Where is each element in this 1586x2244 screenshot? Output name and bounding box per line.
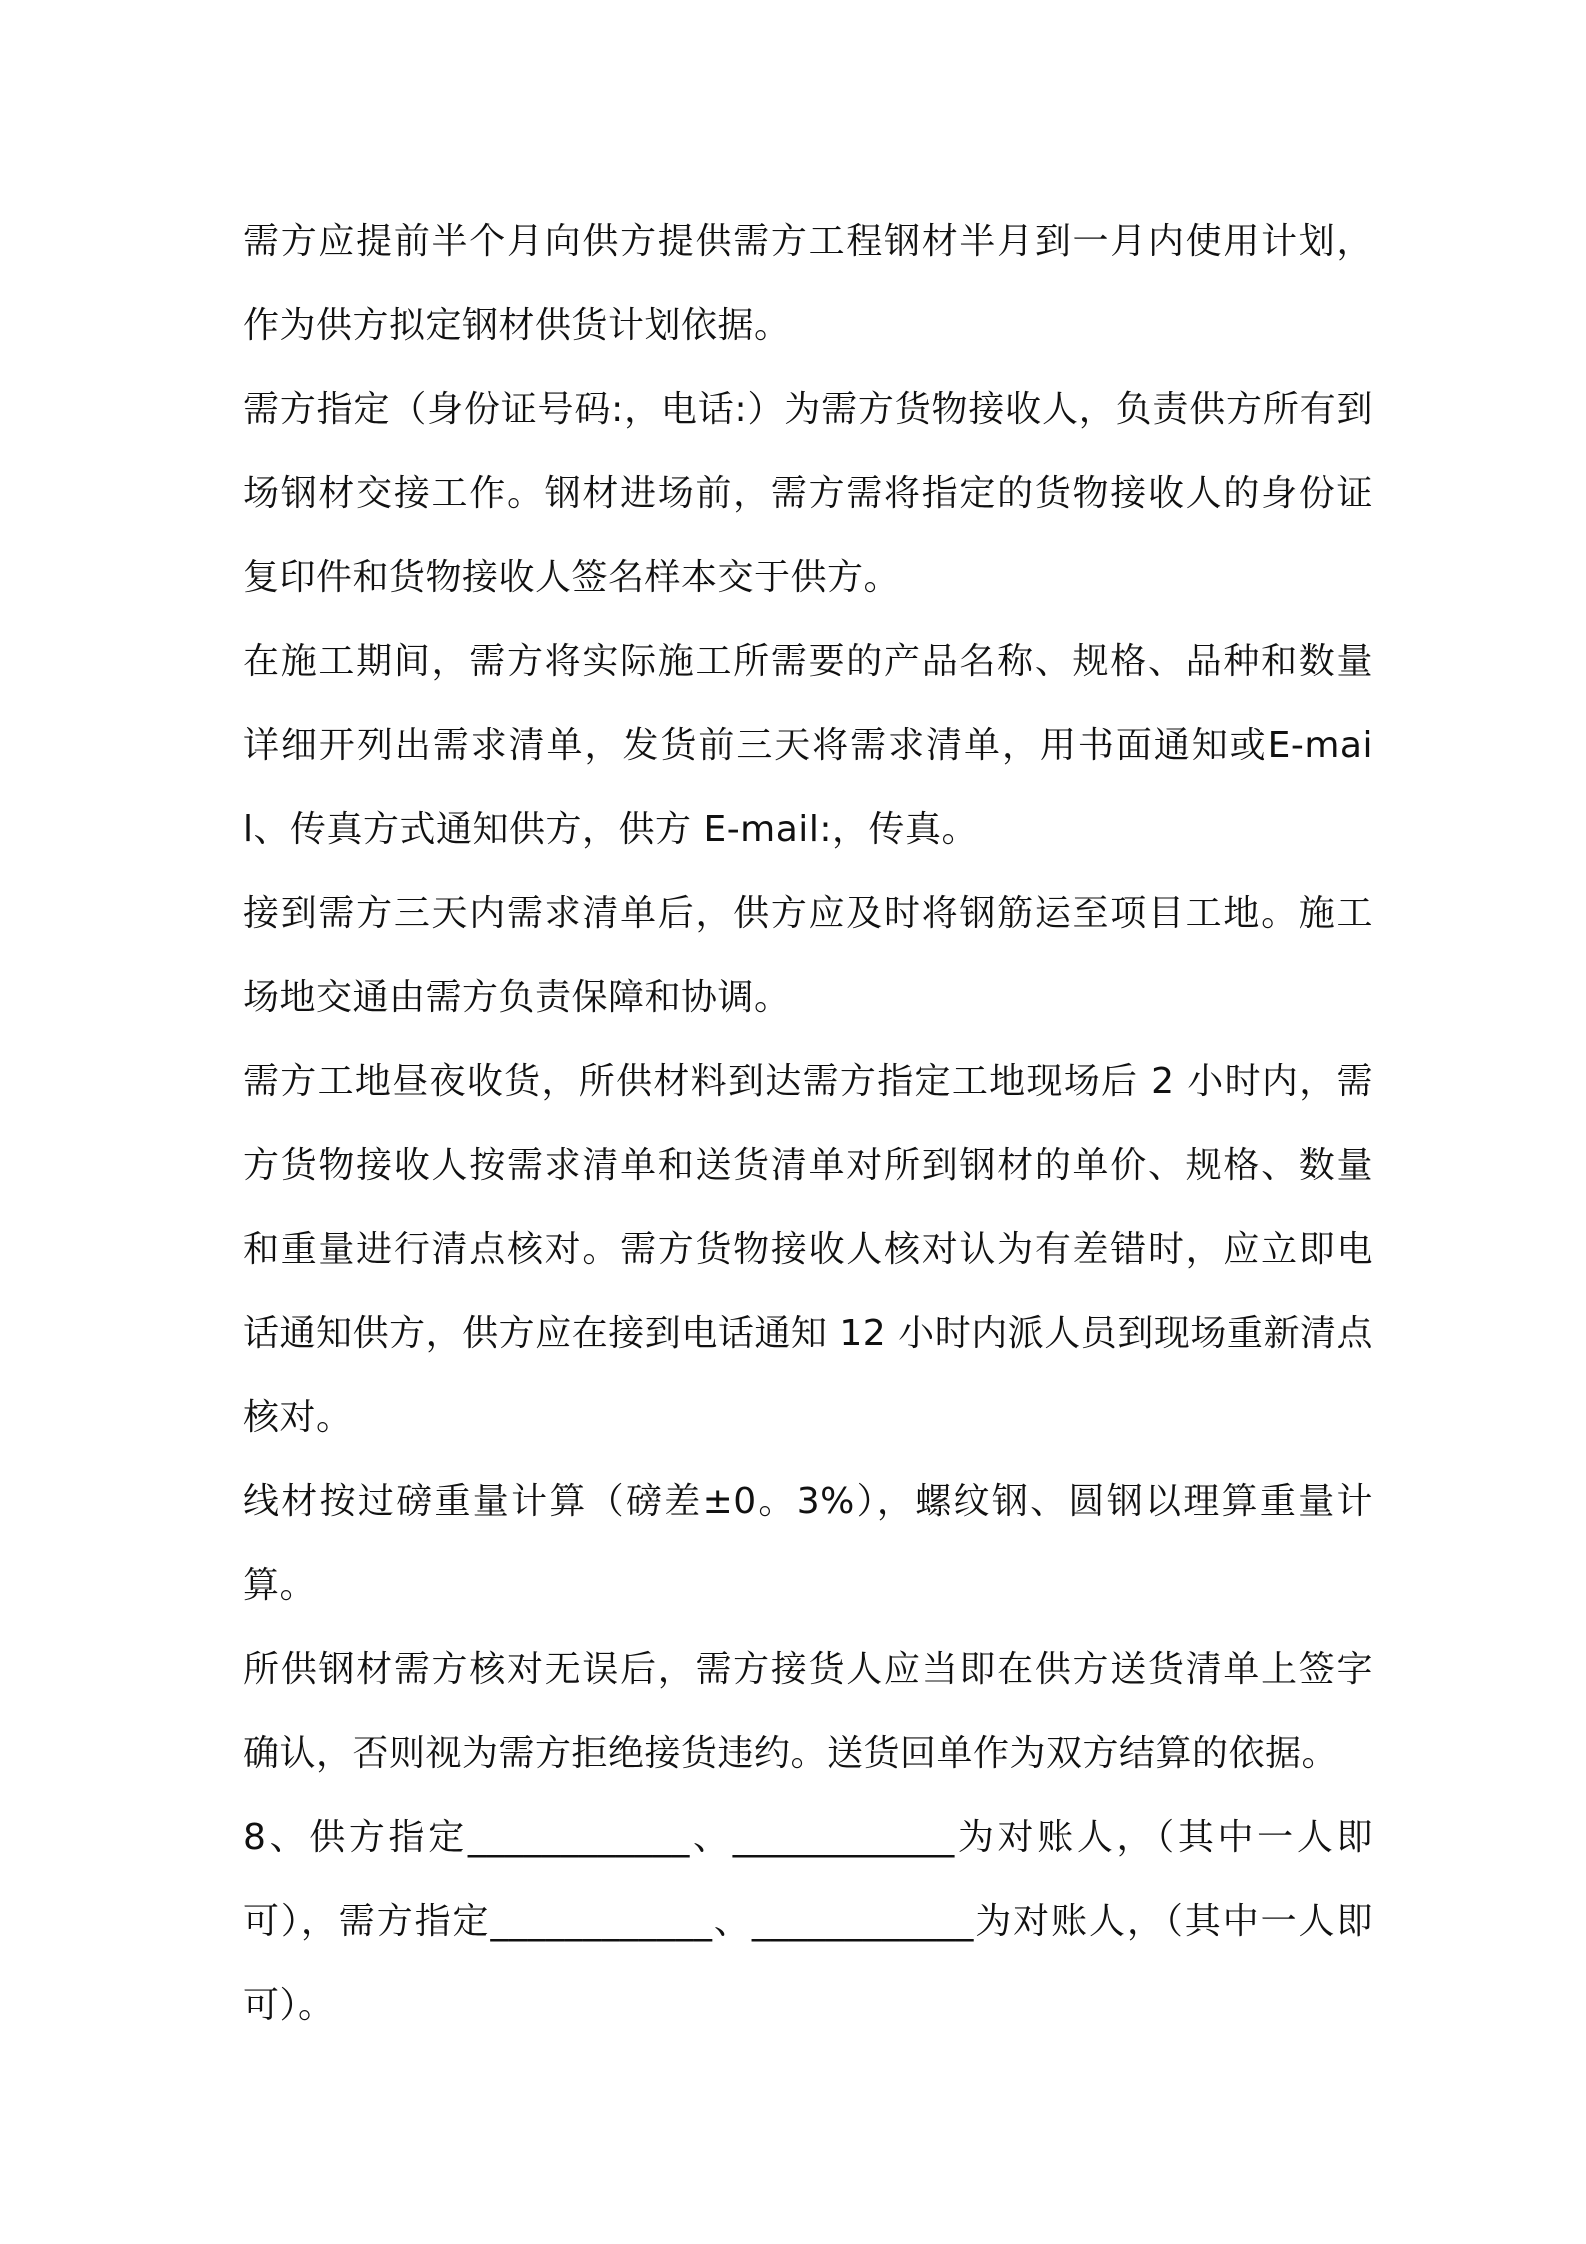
- paragraph-usage-plan: 需方应提前半个月向供方提供需方工程钢材半月到一月内使用计划，作为供方拟定钢材供货计划依据。: [243, 221, 1373, 346]
- document-page: [243, 200, 1373, 2048]
- paragraph-receiver-designation: 需方指定（身份证号码:，电话:）为需方货物接收人，负责供方所有到场钢材交接工作。钢材进场前，需方需将指定的货物接收人的身份证复印件和货物接收人签名样本交于供方。: [243, 389, 1373, 598]
- paragraph-demand-list: 在施工期间，需方将实际施工所需要的产品名称、规格、品种和数量详细开列出需求清单，发货前三天将需求清单，用书面通知或E-mail、传真方式通知供方，供方 E-mail:，传真。: [243, 641, 1373, 850]
- paragraph-reconciliation-persons: 8、供方指定____________、____________为对账人，（其中一人即可），需方指定____________、____________为对账人，（其中一人即可）。: [243, 1817, 1373, 2026]
- paragraph-weight-calculation: 线材按过磅重量计算（磅差±0。3%），螺纹钢、圆钢以理算重量计算。: [243, 1481, 1373, 1606]
- paragraph-receiving-check: 需方工地昼夜收货，所供材料到达需方指定工地现场后 2 小时内，需方货物接收人按需求清单和送货清单对所到钢材的单价、规格、数量和重量进行清点核对。需方货物接收人核对认为有差错时，应立即电话通知供方，供方应在接到电话通知 12 小时内派人员到现场重新清点核对。: [243, 1061, 1373, 1438]
- paragraph-delivery: 接到需方三天内需求清单后，供方应及时将钢筋运至项目工地。施工场地交通由需方负责保障和协调。: [243, 893, 1373, 1018]
- paragraph-signature-confirmation: 所供钢材需方核对无误后，需方接货人应当即在供方送货清单上签字确认，否则视为需方拒绝接货违约。送货回单作为双方结算的依据。: [243, 1649, 1373, 1774]
